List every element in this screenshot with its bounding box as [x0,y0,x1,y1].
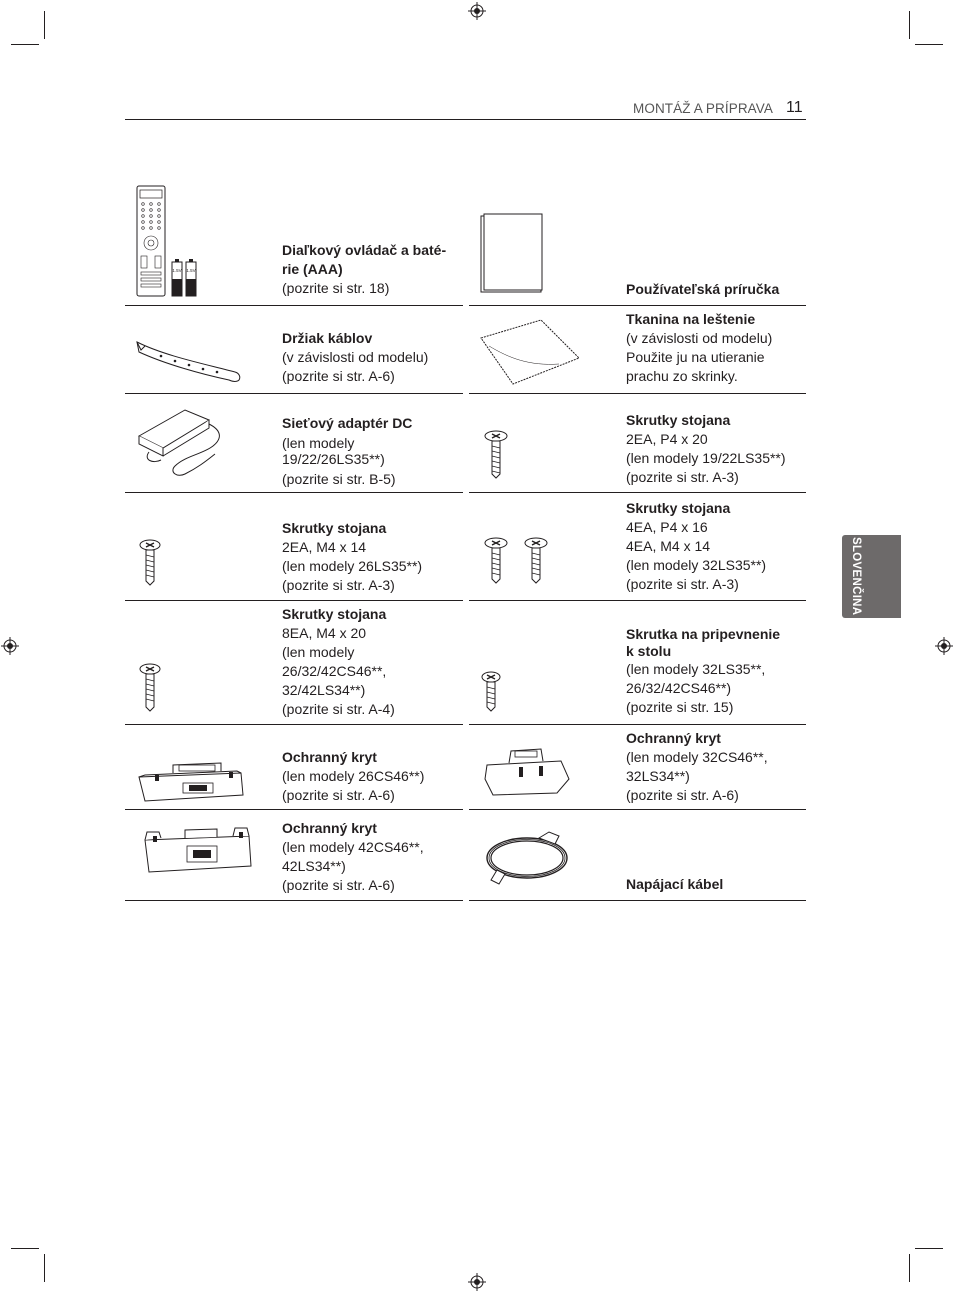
item-detail: prachu zo skrinky. [626,368,738,384]
registration-mark-icon [468,1273,486,1291]
manual-booklet-icon [469,180,619,305]
item-title: Diaľkový ovládač a baté- [282,242,447,258]
item-detail: (pozrite si str. A-6) [626,787,739,803]
item-detail: (len modely [282,435,355,451]
item-detail: (len modely 32LS35**, [626,661,766,677]
row-divider [125,900,463,901]
stand-screw-icon [125,601,275,724]
item-detail: (pozrite si str. A-4) [282,701,395,717]
item-detail: (pozrite si str. A-3) [626,469,739,485]
language-tab [842,535,901,618]
item-text [282,414,462,489]
accessory-stand-screws [125,493,463,600]
accessory-remote [125,180,463,305]
item-detail: (len modely 26LS35**) [282,558,423,574]
item-title: Napájací kábel [626,876,724,892]
item-detail: 26/32/42CS46**) [626,680,732,696]
crop-mark [44,11,45,39]
item-detail: (v závislosti od modelu) [626,330,773,346]
accessory-desk-mount-screw [469,601,806,724]
section-title: MONTÁŽ A PRÍPRAVA [633,101,773,116]
item-title: Sieťový adaptér DC [282,415,413,431]
battery-label: 1.5V [172,268,182,273]
accessory-dc-adapter [125,394,463,492]
protective-cover-icon [125,725,275,809]
item-detail: (len modely 32LS35**) [626,557,767,573]
item-text [282,819,462,895]
item-title: Držiak káblov [282,330,373,346]
accessory-protective-cover [125,725,463,809]
item-text [626,875,806,894]
item-text [282,748,462,805]
crop-mark [11,1248,39,1249]
accessory-stand-screws [469,394,806,492]
item-title: Používateľská príručka [626,281,780,297]
crop-mark [909,1254,910,1282]
item-detail: 32/42LS34**) [282,682,366,698]
accessory-manual [469,180,806,305]
crop-mark [44,1254,45,1282]
item-title: Ochranný kryt [282,749,377,765]
desk-mount-screw-icon [469,601,619,724]
battery-label: 1.5V [186,268,196,273]
accessory-protective-cover [125,810,463,900]
item-detail: (v závislosti od modelu) [282,349,429,365]
item-detail: (len modely 42CS46**, [282,839,424,855]
item-text [626,499,806,594]
item-detail: 2EA, P4 x 20 [626,431,708,447]
accessory-protective-cover [469,725,806,809]
item-detail: (pozrite si str. A-6) [282,368,395,384]
item-title: Skrutka na pripevnenie [626,626,781,642]
item-detail: (len modely 32CS46**, [626,749,768,765]
cable-holder-icon [125,306,275,393]
item-detail: (len modely 19/22LS35**) [626,450,786,466]
accessory-stand-screws [125,601,463,724]
row-divider [469,900,806,901]
item-detail: (pozrite si str. 15) [626,699,734,715]
stand-screw-icon [469,394,619,492]
item-detail: (pozrite si str. A-6) [282,877,395,893]
item-detail: (len modely [282,644,355,660]
item-text [626,411,806,487]
item-detail: (pozrite si str. A-6) [282,787,395,803]
protective-cover-icon [469,725,619,809]
item-title: rie (AAA) [282,261,343,277]
item-detail: 19/22/26LS35**) [282,451,385,467]
item-detail: 4EA, M4 x 14 [626,538,711,554]
item-title: Skrutky stojana [282,520,387,536]
item-text [282,329,462,386]
item-text [282,241,462,298]
item-title: k stolu [626,643,672,659]
stand-screw-icon [125,493,275,600]
item-detail: 2EA, M4 x 14 [282,539,367,555]
item-title: Skrutky stojana [626,412,731,428]
crop-mark [915,44,943,45]
item-title: Ochranný kryt [282,820,377,836]
item-title: Skrutky stojana [282,606,387,622]
stand-screws-pair-icon [469,493,619,600]
protective-cover-icon [125,810,275,900]
item-detail: 42LS34**) [282,858,346,874]
crop-mark [915,1248,943,1249]
item-text [626,626,806,717]
registration-mark-icon [1,637,19,655]
polishing-cloth-icon [469,306,619,393]
item-detail: 8EA, M4 x 20 [282,625,367,641]
header-rule [125,119,806,120]
item-text [626,729,806,805]
item-detail: (len modely 26CS46**) [282,768,425,784]
item-detail: (pozrite si str. 18) [282,280,390,296]
item-detail: 26/32/42CS46**, [282,663,387,679]
item-detail: (pozrite si str. A-3) [282,577,395,593]
crop-mark [909,11,910,39]
item-title: Tkanina na leštenie [626,311,756,327]
item-detail: (pozrite si str. A-3) [626,576,739,592]
item-detail: Použite ju na utieranie [626,349,765,365]
item-title: Ochranný kryt [626,730,721,746]
item-title: Skrutky stojana [626,500,731,516]
power-cord-icon [469,810,619,900]
accessory-power-cord [469,810,806,900]
registration-mark-icon [935,637,953,655]
item-text [282,519,462,595]
item-detail: (pozrite si str. B-5) [282,471,396,487]
item-detail: 32LS34**) [626,768,690,784]
accessory-polishing-cloth [469,306,806,393]
remote-control-with-batteries-icon [125,180,275,305]
crop-mark [11,44,39,45]
item-text [282,605,462,719]
registration-mark-icon [468,2,486,20]
item-text [626,310,806,386]
item-detail: 4EA, P4 x 16 [626,519,708,535]
dc-power-adapter-icon [125,394,275,492]
accessory-cable-holder [125,306,463,393]
page-number: 11 [786,99,803,116]
accessory-stand-screws [469,493,806,600]
item-text [626,280,806,299]
language-tab-label: SLOVENČINA [850,537,862,616]
